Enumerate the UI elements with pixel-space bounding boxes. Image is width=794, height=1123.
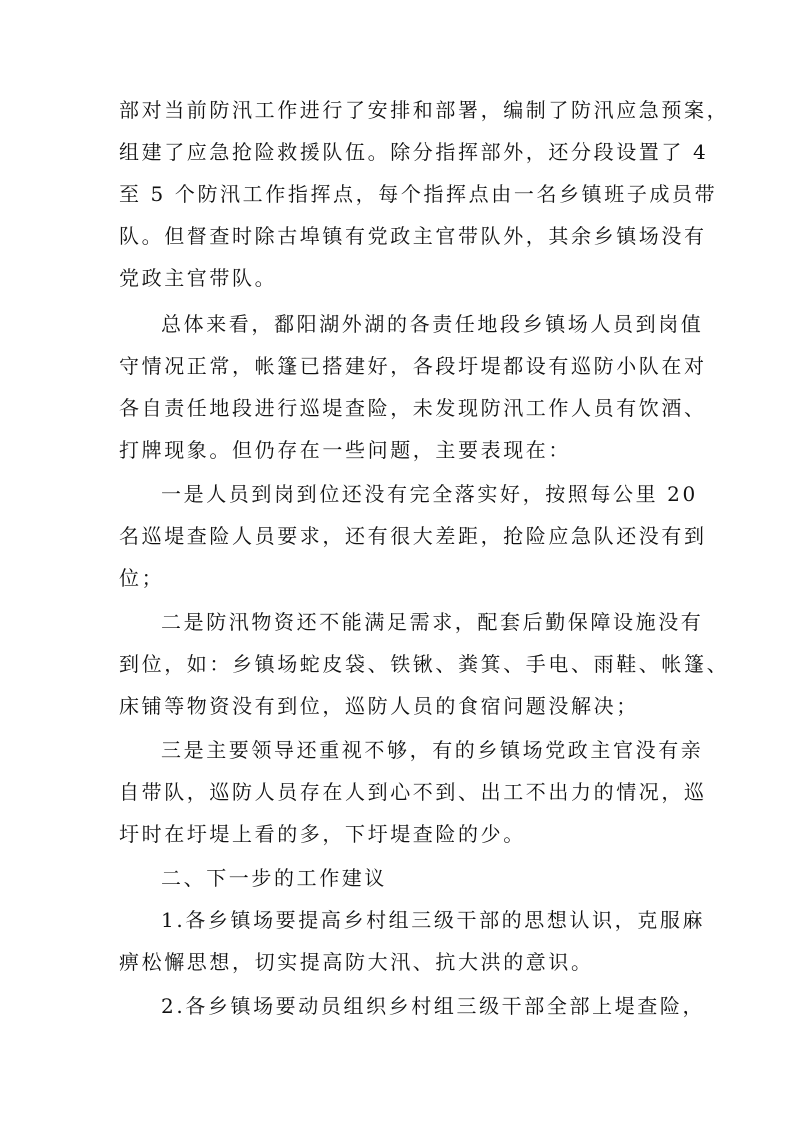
text-line: 到位，如：乡镇场蛇皮袋、铁锹、粪箕、手电、雨鞋、帐篷、 bbox=[119, 652, 730, 676]
section-heading: 二、下一步的工作建议 bbox=[161, 866, 387, 890]
text-line: 打牌现象。但仍存在一些问题，主要表现在： bbox=[119, 438, 571, 462]
text-line: 总体来看，鄱阳湖外湖的各责任地段乡镇场人员到岗值 bbox=[161, 312, 704, 336]
text-line: 组建了应急抢险救援队伍。除分指挥部外，还分段设置了 4 bbox=[119, 140, 709, 164]
text-line: 位； bbox=[119, 566, 165, 590]
text-line: 自带队，巡防人员存在人到心不到、出工不出力的情况，巡 bbox=[119, 780, 707, 804]
text-line: 2.各乡镇场要动员组织乡村组三级干部全部上堤查险， bbox=[161, 994, 706, 1018]
text-line: 圩时在圩堤上看的多，下圩堤查险的少。 bbox=[119, 822, 526, 846]
text-line: 守情况正常，帐篷已搭建好，各段圩堤都设有巡防小队在对 bbox=[119, 354, 707, 378]
text-line: 至 5 个防汛工作指挥点，每个指挥点由一名乡镇班子成员带 bbox=[119, 182, 718, 206]
text-line: 党政主官带队。 bbox=[119, 266, 278, 290]
text-line: 二是防汛物资还不能满足需求，配套后勤保障设施没有 bbox=[161, 610, 704, 634]
text-line: 三是主要领导还重视不够，有的乡镇场党政主官没有亲 bbox=[161, 738, 704, 762]
text-line: 各自责任地段进行巡堤查险，未发现防汛工作人员有饮酒、 bbox=[119, 396, 707, 420]
text-line: 床铺等物资没有到位，巡防人员的食宿问题没解决； bbox=[119, 694, 639, 718]
text-line: 队。但督查时除古埠镇有党政主官带队外，其余乡镇场没有 bbox=[119, 224, 707, 248]
text-line: 名巡堤查险人员要求，还有很大差距，抢险应急队还没有到 bbox=[119, 524, 707, 548]
text-line: 1.各乡镇场要提高乡村组三级干部的思想认识，克服麻 bbox=[161, 908, 706, 932]
text-line: 部对当前防汛工作进行了安排和部署，编制了防汛应急预案， bbox=[119, 98, 730, 122]
text-line: 痹松懈思想，切实提高防大汛、抗大洪的意识。 bbox=[119, 950, 594, 974]
text-line: 一是人员到岗到位还没有完全落实好，按照每公里 20 bbox=[161, 482, 698, 506]
